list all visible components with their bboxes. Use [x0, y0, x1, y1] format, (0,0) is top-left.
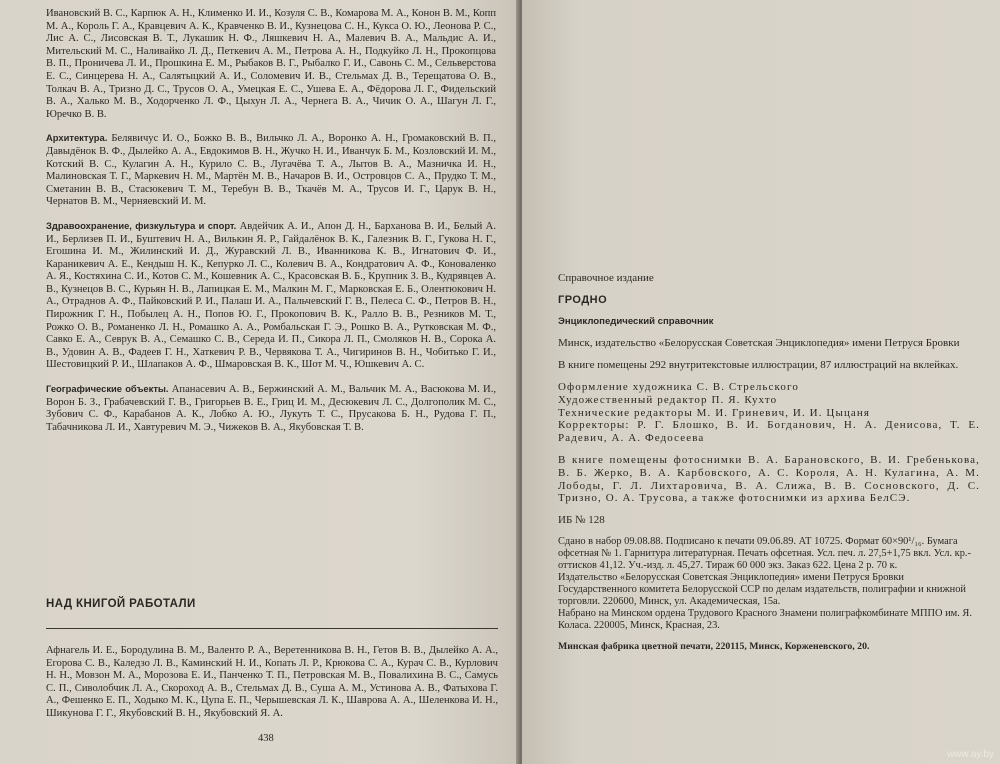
- imprint: [558, 536, 980, 632]
- contributors-intro: Ивановский В. С., Карпюк А. Н., Клименко И. И., Козуля С. В., Комарова М. А., Конон В. М., Копп М. А., Король Г. А., Кравцевич А. К., Кравченко В. И., Кузнецова С. Н., Кукса О. Ю., Леонова Р. С., Лис А. С., Лисовская В. Т., Лукашик Н. Ф., Ляшкевич Н. А., Малевич В. А., Мальдис А. И., Мительский М. С., Наливайко Л. Д., Петкевич А. М., Петрова А. Н., Подкуйко Л. Н., Прокопцова В. П., Проничева Л. И., Прошкина Е. М., Рыбаков В. Г., Рыбалко Г. И., Савонь С. М., Сельверстова Е. С., Синцерева Н. А., Салятыцкий А. И., Соломевич И. В., Стельмах Д. В., Терещатова О. В., Толкач В. А., Тризно Д. С., Трусов О. А., Умецкая Е. С., Ушева Е. А., Фёдорова Л. Г., Фидельский В. А., Халько М. В., Ходорченко Л. Ф., Цыхун Л. А., Чернега В. А., Чичик О. А., Шагун Л. Г., Юречко В. В.: [46, 8, 496, 120]
- watermark: www.ay.by: [946, 749, 994, 760]
- credit-line: Художественный редактор П. Я. Кухто: [558, 393, 778, 406]
- printer: Минская фабрика цветной печати, 220115, Минск, Корженевского, 20.: [558, 640, 870, 652]
- photo-credits: В книге помещены фотоснимки В. А. Барановского, В. И. Гребенькова, В. Б. Жерко, В. А. Карбовского, А. С. Короля, А. Н. Кулагина, А. М. Лободы, Г. Л. Лихтаровича, В. А. Слижа, В. В. Сосновского, Д. С. Тризно, О. А. Трусова, а также фотоснимки из архива БелСЭ.: [558, 453, 980, 505]
- page-number: 438: [258, 733, 274, 744]
- staff-heading: НАД КНИГОЙ РАБОТАЛИ: [46, 598, 196, 610]
- divider: [46, 628, 498, 629]
- credit-line: Технические редакторы М. И. Гриневич, И. И. Цыцаня: [558, 406, 871, 419]
- section-geography: [46, 383, 496, 434]
- book-subtitle: Энциклопедический справочник: [558, 315, 714, 327]
- imprint-line: Сдано в набор 09.08.88. Подписано к печати 09.06.89. АТ 10725. Формат 60×90¹/₁₆. Бумага офсетная № 1. Гарнитура литературная. Печать офсетная. Усл. печ. л. 27,5+1,75 вкл. Усл. кр.-оттисков 41,12. Уч.-изд. л. 45,27. Тираж 60 000 экз. Заказ 622. Цена 2 р. 70 к.: [558, 535, 971, 571]
- edition-type: Справочное издание: [558, 272, 654, 284]
- section-heading: Географические объекты.: [46, 383, 169, 395]
- section-text: Апанасевич А. В., Бержинский А. М., Вальчик М. А., Васюкова М. И., Ворон Б. З., Грабачевский Г. В., Григорьев В. Е., Гриц И. М., Десюкевич Л. С., Долгополик М. С., Зубович С. Ф., Карабанов А. К., Лобко А. Ю., Лукуть Т. С., Прусакова Б. Н., Рудова Г. П., Табачникова Л. И., Хавтуревич М. Э., Чижеков В. А., Якубовская Т. В.: [46, 384, 496, 433]
- credit-line: Оформление художника С. В. Стрельского: [558, 380, 799, 393]
- section-heading: Архитектура.: [46, 132, 108, 144]
- ib-number: ИБ № 128: [558, 514, 605, 527]
- book-title: ГРОДНО: [558, 293, 608, 306]
- staff-list: Афнагель И. Е., Бородулина В. М., Валенто Р. А., Веретенникова В. Н., Гетов В. В., Дылейко А. А., Егорова С. В., Каледзо Л. В., Каминский Н. И., Копать Л. Р., Крюкова С. А., Курач С. В., Курлович Н. Н., Мовзон М. А., Морозова Е. И., Панченко Т. П., Петровская М. В., Повалихина В. С., Самусь С. П., Сиволобчик Л. А., Скороход А. В., Стельмах Д. В., Суша А. М., Устинова А. В., Фатыхова Г. А., Фешенко Е. П., Ходыко М. К., Цупа Е. П., Черышевская Л. К., Шаврова А. А., Шеленкова И. Н., Шикунова Г. Г., Якубовский В. Н., Якубовский Я. А.: [46, 645, 498, 719]
- section-architecture: [46, 132, 496, 209]
- credit-line: Корректоры: Р. Г. Блошко, В. И. Богданович, Н. А. Денисова, Т. Е. Радевич, А. А. Федосеева: [558, 419, 980, 445]
- section-text: Авдейчик А. И., Апон Д. Н., Барханова В. И., Белый А. И., Берлизев П. И., Буштевич Н. А., Вилькин Я. Р., Гайдалёнок В. К., Галезник В. Г., Гукова Н. Г., Егошина И. М., Жилинский И. Д., Журавский Л. В., Иванникова К. В., Игнатович Ф. И., Караникевич А. Е., Кендыш Н. К., Кепурко Л. С., Колевич В. А., Кондратович А. Ф., Коноваленко А. Я., Костяхина С. И., Котов С. М., Кошевник А. С., Красовская В. Б., Крупник З. В., Кудрявцев А. В., Кузнецов В. С., Курьян Н. В., Лапицкая Е. М., Малкин М. Г., Марковская Е. Б., Олентюкович Н. А., Отраднов А. Ф., Пайковский Р. И., Палаш И. А., Пальчевский Г. В., Пелеса С. Ф., Петров В. Н., Пирожник Г. Н., Побылец А. Н., Попов Ю. Г., Прокопович В. К., Ралло В. В., Резников М. Т., Рожко О. В., Романенко Л. Н., Ромашко А. А., Ромбальская Г. Э., Рошко В. А., Рутковская М. Ф., Савко Е. А., Севрук В. А., Семашко С. В., Середа И. П., Сикора Л. П., Смоляков Н. В., Сорока А. В., Удовин А. В., Фадеев Г. Н., Хаткевич Р. В., Червякова Т. А., Чигиринов В. Н., Чобитько Г. И., Шестовицкий Р. И., Шлапаков А. Ф., Шмаровская В. К., Шот М. Ч., Юшкевич А. С.: [46, 220, 496, 371]
- imprint-line: Набрано на Минском ордена Трудового Красного Знамени полиграфкомбинате МППО им. Я. Коласа. 220005, Минск, Красная, 23.: [558, 607, 972, 631]
- design-credits: [558, 381, 980, 445]
- section-text: Белявичус И. О., Божко В. В., Вильчко Л. А., Воронко А. Н., Громаковский В. П., Давыдёнок В. Ф., Дылейко А. А., Евдокимов В. Н., Жучко Н. И., Иванчук Б. М., Козловский И. М., Котский В. С., Кулагин А. Н., Курило С. В., Лугачёва Т. А., Лытов В. А., Мазничка И. Н., Малиновская Т. Г., Маркевич Н. М., Мартён М. В., Начаров В. И., Островцов С. А., Прудко Т. М., Сметанин В. В., Стасюкевич Т. М., Теребун В. В., Ткачёв М. А., Трусов И. Г., Царук В. Н., Чернатов В. М., Черняевский И. М.: [46, 133, 496, 208]
- imprint-line: Издательство «Белорусская Советская Энциклопедия» имени Петруся Бровки Государственного комитета Белорусской ССР по делам издательств, полиграфии и книжной торговли. 220600, Минск, ул. Академическая, 15а.: [558, 571, 966, 607]
- right-page: [522, 0, 1000, 764]
- section-heading: Здравоохранение, физкультура и спорт.: [46, 219, 237, 231]
- section-health: [46, 220, 496, 372]
- illustrations-note: В книге помещены 292 внутритекстовые иллюстрации, 87 иллюстраций на вклейках.: [558, 359, 959, 372]
- publisher: Минск, издательство «Белорусская Советская Энциклопедия» имени Петруся Бровки: [558, 337, 960, 350]
